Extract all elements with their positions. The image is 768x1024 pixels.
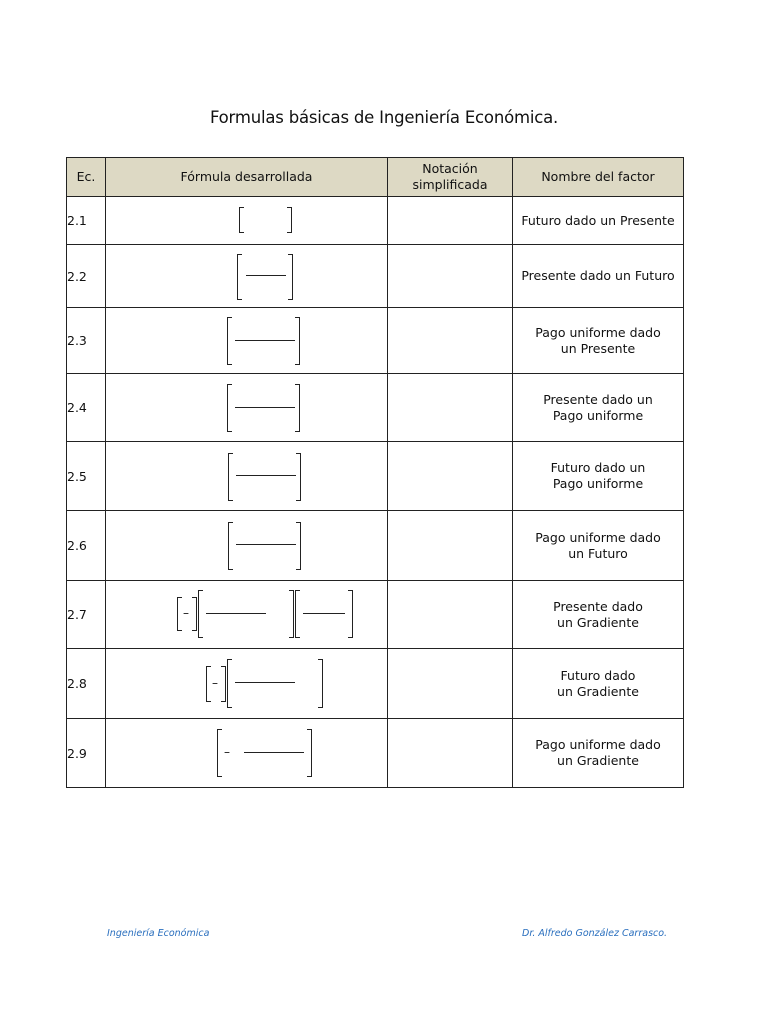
table-row: [67, 308, 684, 374]
bracket-left: [228, 453, 233, 501]
bracket-left: [227, 317, 232, 365]
factor-name-line1: Pago uniforme dado: [535, 324, 661, 340]
ec-number: 2.2: [67, 245, 106, 308]
ec-number: 2.9: [67, 719, 106, 788]
notation-cell: [388, 308, 513, 374]
formula-cell: [106, 442, 388, 511]
formula-graphic: [106, 308, 387, 373]
bracket-left: [206, 666, 211, 702]
header-notation-line2: simplificada: [412, 177, 488, 192]
fraction-bar: [303, 613, 345, 614]
formula-graphic: [106, 245, 387, 307]
formula-cell: [106, 719, 388, 788]
formula-cell: [106, 308, 388, 374]
header-notation: [388, 158, 513, 197]
footer-author: Dr. Alfredo González Carrasco.: [522, 928, 668, 939]
bracket-left: [227, 384, 232, 432]
factor-name-line2: un Gradiente: [557, 614, 639, 630]
factor-name-line2: un Futuro: [568, 545, 628, 561]
formula-graphic: [106, 719, 387, 787]
notation-cell: [388, 719, 513, 788]
footer-course-name: Ingeniería Económica: [107, 928, 210, 939]
factor-name-line1: Presente dado un: [543, 391, 653, 407]
bracket-left: [217, 729, 222, 777]
header-formula: Fórmula desarrollada: [106, 158, 388, 197]
table-row: [67, 511, 684, 581]
ec-number: 2.1: [67, 197, 106, 245]
notation-cell: [388, 581, 513, 649]
fraction-bar: [244, 752, 304, 753]
notation-cell: [388, 649, 513, 719]
minus-sign: –: [183, 606, 189, 620]
bracket-left: [227, 659, 232, 708]
bracket-left: [239, 207, 244, 233]
page-title: Formulas básicas de Ingeniería Económica.: [209, 108, 559, 127]
formula-graphic: [106, 581, 387, 648]
ec-number: 2.7: [67, 581, 106, 649]
bracket-left: [177, 597, 182, 631]
formula-cell: [106, 374, 388, 442]
factor-name-cell: [513, 245, 684, 308]
header-factor-name: Nombre del factor: [513, 158, 684, 197]
table-header-row: [67, 158, 684, 197]
notation-cell: [388, 442, 513, 511]
factor-name-cell: [513, 581, 684, 649]
ec-number: 2.5: [67, 442, 106, 511]
formula-cell: [106, 197, 388, 245]
bracket-right: [296, 453, 301, 501]
factor-name-cell: [513, 197, 684, 245]
minus-sign: –: [212, 676, 218, 690]
factor-name-line1: Futuro dado un Presente: [521, 212, 675, 228]
formula-graphic: [106, 649, 387, 718]
factor-name-line2: un Gradiente: [557, 683, 639, 699]
notation-cell: [388, 197, 513, 245]
factor-name-cell: [513, 374, 684, 442]
fraction-bar: [206, 613, 266, 614]
table-row: [67, 245, 684, 308]
bracket-right: [307, 729, 312, 777]
fraction-bar: [235, 682, 295, 683]
bracket-right: [318, 659, 323, 708]
notation-cell: [388, 374, 513, 442]
factor-name-line2: Pago uniforme: [552, 476, 644, 491]
fraction-bar: [235, 407, 295, 408]
table-row: [67, 442, 684, 511]
formula-graphic: [106, 374, 387, 441]
fraction-bar: [236, 475, 296, 476]
factor-name-cell: [513, 649, 684, 719]
notation-cell: [388, 245, 513, 308]
table-row: [67, 197, 684, 245]
bracket-left: [237, 254, 242, 300]
header-ec: Ec.: [67, 158, 106, 197]
bracket-right: [295, 384, 300, 432]
bracket-right: [296, 522, 301, 570]
table-row: [67, 649, 684, 719]
fraction-bar: [246, 275, 286, 276]
factor-name-cell: [513, 511, 684, 581]
bracket-left: [295, 590, 300, 638]
factor-name-cell: [513, 308, 684, 374]
factor-name-line1: Presente dado un Futuro: [521, 268, 675, 283]
factor-name-line1: Pago uniforme dado: [535, 737, 661, 752]
bracket-right: [348, 590, 353, 638]
ec-number: 2.6: [67, 511, 106, 581]
minus-sign: –: [224, 745, 230, 759]
bracket-right: [192, 597, 197, 631]
bracket-right: [288, 254, 293, 300]
formula-graphic: [106, 442, 387, 510]
formula-cell: [106, 511, 388, 581]
header-notation-line1: Notación: [422, 161, 478, 176]
factor-name-line1: Pago uniforme dado: [535, 529, 661, 545]
formula-cell: [106, 245, 388, 308]
formula-table: [66, 157, 684, 788]
factor-name-cell: [513, 442, 684, 511]
factor-name-line1: Presente dado: [553, 598, 643, 614]
ec-number: 2.4: [67, 374, 106, 442]
factor-name-line2: un Gradiente: [557, 753, 639, 768]
factor-name-line1: Futuro dado un: [550, 460, 646, 475]
bracket-right: [295, 317, 300, 365]
table-row: [67, 374, 684, 442]
bracket-right: [289, 590, 294, 638]
fraction-bar: [235, 340, 295, 341]
bracket-left: [228, 522, 233, 570]
formula-cell: [106, 581, 388, 649]
formula-graphic: [106, 511, 387, 580]
fraction-bar: [236, 544, 296, 545]
ec-number: 2.3: [67, 308, 106, 374]
formula-graphic: [106, 197, 387, 244]
bracket-right: [287, 207, 292, 233]
factor-name-line1: Futuro dado: [560, 667, 636, 683]
factor-name-line2: Pago uniforme: [552, 407, 644, 423]
formula-cell: [106, 649, 388, 719]
factor-name-line2: un Presente: [560, 340, 636, 356]
table-row: [67, 581, 684, 649]
bracket-left: [198, 590, 203, 638]
table-row: [67, 719, 684, 788]
bracket-right: [221, 666, 226, 702]
notation-cell: [388, 511, 513, 581]
factor-name-cell: [513, 719, 684, 788]
ec-number: 2.8: [67, 649, 106, 719]
